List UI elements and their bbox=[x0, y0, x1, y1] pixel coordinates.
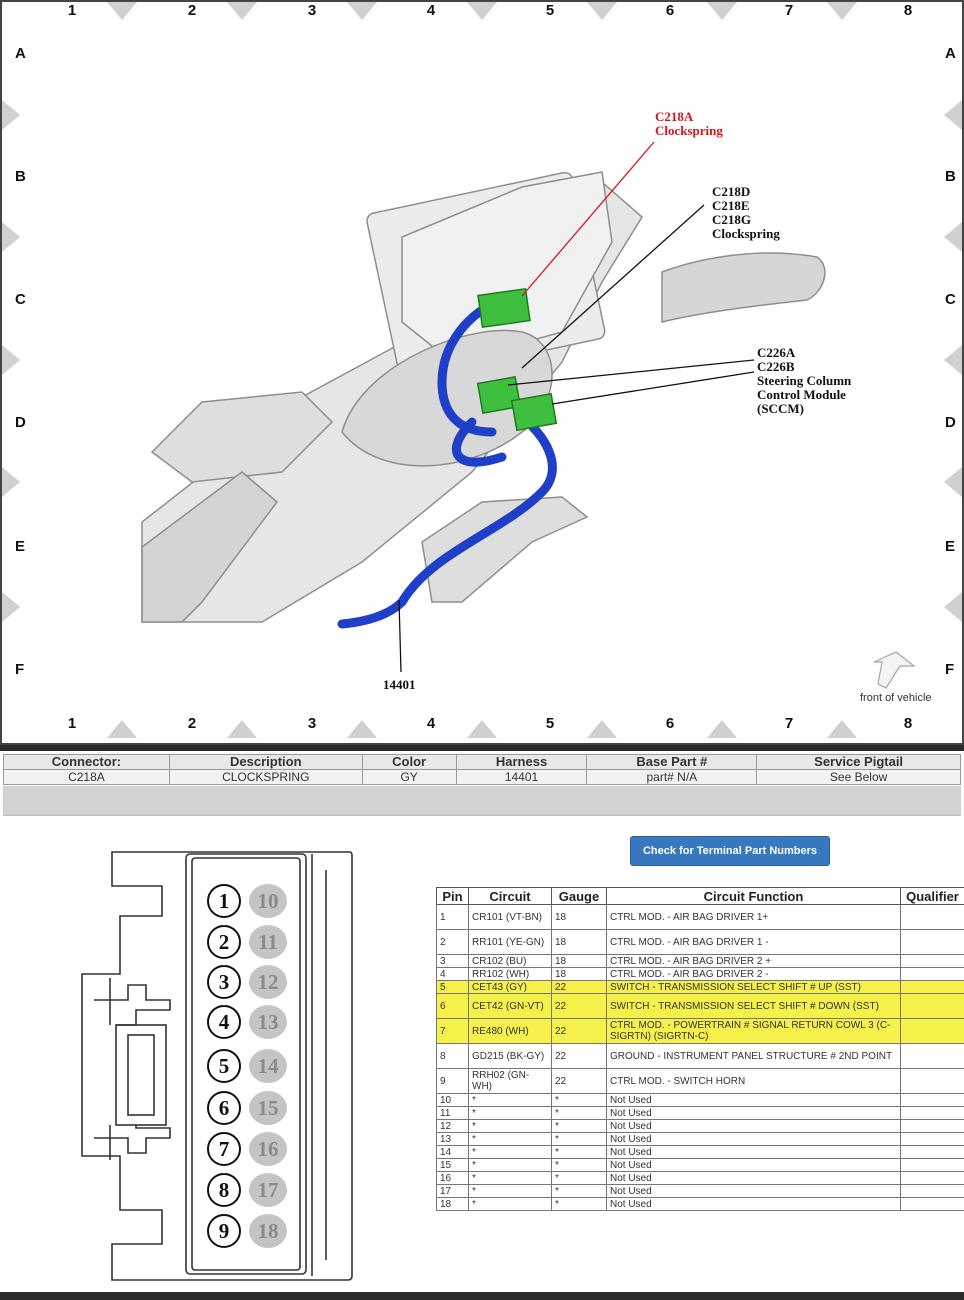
pin-number-cell: 14 bbox=[437, 1146, 469, 1159]
front-of-vehicle-label: front of vehicle bbox=[860, 692, 932, 704]
gauge-cell: * bbox=[552, 1185, 607, 1198]
qualifier-cell bbox=[901, 968, 964, 981]
pinout-row bbox=[437, 1069, 964, 1094]
pinout-row bbox=[437, 1159, 964, 1172]
pin-number-cell: 12 bbox=[437, 1120, 469, 1133]
service-pigtail-header: Service Pigtail bbox=[757, 755, 961, 770]
section-divider bbox=[0, 745, 964, 751]
circuit-cell: * bbox=[469, 1198, 552, 1211]
grid-col-bottom-3: 3 bbox=[307, 715, 317, 732]
circuit-cell: CR101 (VT-BN) bbox=[469, 905, 552, 930]
gauge-cell: 22 bbox=[552, 981, 607, 994]
grid-col-top-2: 2 bbox=[187, 2, 197, 19]
gauge-cell: * bbox=[552, 1159, 607, 1172]
grid-row-right-b: B bbox=[945, 168, 956, 185]
pin-number-cell: 3 bbox=[437, 955, 469, 968]
qualifier-cell bbox=[901, 1185, 964, 1198]
circuit-cell: CR102 (BU) bbox=[469, 955, 552, 968]
qualifier-header: Qualifier bbox=[901, 888, 964, 905]
info-band bbox=[3, 786, 961, 816]
grid-col-bottom-2: 2 bbox=[187, 715, 197, 732]
pin-circle: 7 bbox=[207, 1132, 241, 1166]
circuit-function-header: Circuit Function bbox=[607, 888, 901, 905]
circuit-cell: RRH02 (GN-WH) bbox=[469, 1069, 552, 1094]
pinout-row bbox=[437, 955, 964, 968]
pin-circle: 5 bbox=[207, 1049, 241, 1083]
pin-number-cell: 15 bbox=[437, 1159, 469, 1172]
connector-header: Connector: bbox=[4, 755, 170, 770]
pin-circle: 9 bbox=[207, 1214, 241, 1248]
circuit-function-cell: CTRL MOD. - AIR BAG DRIVER 2 + bbox=[607, 955, 901, 968]
description-value: CLOCKSPRING bbox=[169, 770, 362, 785]
qualifier-cell bbox=[901, 930, 964, 955]
pin-circle: 3 bbox=[207, 965, 241, 999]
grid-row-right-e: E bbox=[945, 538, 956, 555]
callout-c218a: C218A Clockspring bbox=[655, 109, 723, 138]
grid-col-top-5: 5 bbox=[545, 2, 555, 19]
gauge-cell: 22 bbox=[552, 1044, 607, 1069]
pin-circle-unused: 17 bbox=[249, 1173, 287, 1207]
qualifier-cell bbox=[901, 955, 964, 968]
qualifier-cell bbox=[901, 1044, 964, 1069]
pin-circle: 1 bbox=[207, 884, 241, 918]
color-value: GY bbox=[362, 770, 456, 785]
pinout-row bbox=[437, 1019, 964, 1044]
harness-value: 14401 bbox=[456, 770, 587, 785]
grid-col-top-1: 1 bbox=[67, 2, 77, 19]
grid-row-left-e: E bbox=[15, 538, 26, 555]
circuit-cell: * bbox=[469, 1120, 552, 1133]
circuit-cell: * bbox=[469, 1159, 552, 1172]
connector-info-value-row bbox=[4, 770, 961, 785]
pin-number-cell: 9 bbox=[437, 1069, 469, 1094]
service-pigtail-link[interactable]: See Below bbox=[757, 770, 961, 785]
grid-row-left-d: D bbox=[15, 414, 26, 431]
qualifier-cell bbox=[901, 1146, 964, 1159]
connector-info-table bbox=[3, 754, 961, 785]
grid-row-right-d: D bbox=[945, 414, 956, 431]
connector-value: C218A bbox=[4, 770, 170, 785]
circuit-function-cell: CTRL MOD. - SWITCH HORN bbox=[607, 1069, 901, 1094]
qualifier-cell bbox=[901, 1019, 964, 1044]
pinout-row bbox=[437, 981, 964, 994]
pin-number-cell: 13 bbox=[437, 1133, 469, 1146]
gauge-cell: 18 bbox=[552, 955, 607, 968]
qualifier-cell bbox=[901, 1120, 964, 1133]
pin-circle-unused: 12 bbox=[249, 965, 287, 999]
qualifier-cell bbox=[901, 981, 964, 994]
pin-circle-unused: 16 bbox=[249, 1132, 287, 1166]
circuit-cell: GD215 (BK-GY) bbox=[469, 1044, 552, 1069]
grid-col-bottom-7: 7 bbox=[784, 715, 794, 732]
circuit-function-cell: CTRL MOD. - AIR BAG DRIVER 1 - bbox=[607, 930, 901, 955]
pin-circle-unused: 15 bbox=[249, 1091, 287, 1125]
qualifier-cell bbox=[901, 1094, 964, 1107]
pinout-row bbox=[437, 994, 964, 1019]
grid-col-bottom-6: 6 bbox=[665, 715, 675, 732]
circuit-function-cell: Not Used bbox=[607, 1198, 901, 1211]
pinout-header-row bbox=[437, 888, 964, 905]
harness-header: Harness bbox=[456, 755, 587, 770]
gauge-cell: * bbox=[552, 1133, 607, 1146]
circuit-function-cell: Not Used bbox=[607, 1120, 901, 1133]
pin-circle: 8 bbox=[207, 1173, 241, 1207]
pin-number-cell: 7 bbox=[437, 1019, 469, 1044]
pinout-row bbox=[437, 1146, 964, 1159]
callout-c226-sccm: C226A C226B Steering Column Control Module (SCCM) bbox=[757, 345, 852, 416]
pin-circle-unused: 18 bbox=[249, 1214, 287, 1248]
qualifier-cell bbox=[901, 1107, 964, 1120]
pin-circle: 6 bbox=[207, 1091, 241, 1125]
bottom-bar bbox=[0, 1292, 964, 1300]
description-header: Description bbox=[169, 755, 362, 770]
grid-col-bottom-5: 5 bbox=[545, 715, 555, 732]
circuit-function-cell: SWITCH - TRANSMISSION SELECT SHIFT # UP (SST) bbox=[607, 981, 901, 994]
pinout-row bbox=[437, 905, 964, 930]
pinout-row bbox=[437, 1198, 964, 1211]
base-part-header: Base Part # bbox=[587, 755, 757, 770]
pinout-row bbox=[437, 1044, 964, 1069]
qualifier-cell bbox=[901, 1172, 964, 1185]
pin-number-cell: 17 bbox=[437, 1185, 469, 1198]
pin-number-cell: 6 bbox=[437, 994, 469, 1019]
pin-circle-unused: 11 bbox=[249, 925, 287, 959]
grid-row-right-a: A bbox=[945, 45, 956, 62]
pin-number-cell: 4 bbox=[437, 968, 469, 981]
front-of-vehicle-arrow-icon bbox=[874, 652, 914, 688]
gauge-cell: * bbox=[552, 1198, 607, 1211]
pinout-row bbox=[437, 930, 964, 955]
gauge-cell: * bbox=[552, 1146, 607, 1159]
pinout-row bbox=[437, 1172, 964, 1185]
pin-number-cell: 5 bbox=[437, 981, 469, 994]
qualifier-cell bbox=[901, 1159, 964, 1172]
qualifier-cell bbox=[901, 1198, 964, 1211]
gauge-cell: 18 bbox=[552, 968, 607, 981]
gauge-header: Gauge bbox=[552, 888, 607, 905]
pinout-row bbox=[437, 1133, 964, 1146]
qualifier-cell bbox=[901, 905, 964, 930]
gauge-cell: * bbox=[552, 1120, 607, 1133]
circuit-function-cell: CTRL MOD. - AIR BAG DRIVER 2 - bbox=[607, 968, 901, 981]
pin-number-cell: 16 bbox=[437, 1172, 469, 1185]
qualifier-cell bbox=[901, 1133, 964, 1146]
circuit-function-cell: GROUND - INSTRUMENT PANEL STRUCTURE # 2ND POINT bbox=[607, 1044, 901, 1069]
circuit-cell: RE480 (WH) bbox=[469, 1019, 552, 1044]
circuit-cell: * bbox=[469, 1172, 552, 1185]
circuit-function-cell: Not Used bbox=[607, 1172, 901, 1185]
base-part-value: part# N/A bbox=[587, 770, 757, 785]
circuit-cell: * bbox=[469, 1107, 552, 1120]
gauge-cell: 22 bbox=[552, 1069, 607, 1094]
circuit-cell: CET42 (GN-VT) bbox=[469, 994, 552, 1019]
gauge-cell: 22 bbox=[552, 1019, 607, 1044]
pinout-row bbox=[437, 1094, 964, 1107]
circuit-cell: CET43 (GY) bbox=[469, 981, 552, 994]
check-terminal-part-numbers-button[interactable]: Check for Terminal Part Numbers bbox=[630, 836, 830, 866]
grid-col-bottom-8: 8 bbox=[903, 715, 913, 732]
qualifier-cell bbox=[901, 1069, 964, 1094]
circuit-cell: RR102 (WH) bbox=[469, 968, 552, 981]
circuit-function-cell: CTRL MOD. - POWERTRAIN # SIGNAL RETURN COWL 3 (C-SIGRTN) (SIGRTN-C) bbox=[607, 1019, 901, 1044]
connector-info-header-row bbox=[4, 755, 961, 770]
circuit-function-cell: Not Used bbox=[607, 1107, 901, 1120]
gauge-cell: * bbox=[552, 1107, 607, 1120]
gauge-cell: 18 bbox=[552, 905, 607, 930]
grid-row-left-f: F bbox=[15, 661, 25, 678]
grid-col-top-6: 6 bbox=[665, 2, 675, 19]
grid-col-top-4: 4 bbox=[426, 2, 436, 19]
pin-number-cell: 18 bbox=[437, 1198, 469, 1211]
pin-circle: 2 bbox=[207, 925, 241, 959]
qualifier-cell bbox=[901, 994, 964, 1019]
circuit-function-cell: Not Used bbox=[607, 1133, 901, 1146]
color-header: Color bbox=[362, 755, 456, 770]
circuit-function-cell: Not Used bbox=[607, 1185, 901, 1198]
grid-col-top-3: 3 bbox=[307, 2, 317, 19]
grid-row-left-c: C bbox=[15, 291, 26, 308]
pin-circle-unused: 13 bbox=[249, 1005, 287, 1039]
circuit-cell: * bbox=[469, 1094, 552, 1107]
circuit-function-cell: Not Used bbox=[607, 1094, 901, 1107]
circuit-function-cell: Not Used bbox=[607, 1146, 901, 1159]
pin-header: Pin bbox=[437, 888, 469, 905]
grid-row-left-b: B bbox=[15, 168, 26, 185]
pinout-row bbox=[437, 1120, 964, 1133]
circuit-cell: * bbox=[469, 1133, 552, 1146]
circuit-cell: * bbox=[469, 1185, 552, 1198]
grid-row-left-a: A bbox=[15, 45, 26, 62]
gauge-cell: 22 bbox=[552, 994, 607, 1019]
pinout-row bbox=[437, 1107, 964, 1120]
circuit-cell: * bbox=[469, 1146, 552, 1159]
pin-number-cell: 2 bbox=[437, 930, 469, 955]
pinout-table bbox=[436, 887, 964, 1211]
grid-col-bottom-4: 4 bbox=[426, 715, 436, 732]
pin-circle-unused: 10 bbox=[249, 884, 287, 918]
grid-row-right-f: F bbox=[945, 661, 955, 678]
circuit-function-cell: Not Used bbox=[607, 1159, 901, 1172]
pin-number-cell: 8 bbox=[437, 1044, 469, 1069]
gauge-cell: * bbox=[552, 1094, 607, 1107]
pin-circle-unused: 14 bbox=[249, 1049, 287, 1083]
pin-number-cell: 10 bbox=[437, 1094, 469, 1107]
pin-number-cell: 11 bbox=[437, 1107, 469, 1120]
circuit-function-cell: SWITCH - TRANSMISSION SELECT SHIFT # DOWN (SST) bbox=[607, 994, 901, 1019]
grid-col-top-8: 8 bbox=[903, 2, 913, 19]
callout-c218d-e-g: C218D C218E C218G Clockspring bbox=[712, 184, 780, 241]
pin-circle: 4 bbox=[207, 1005, 241, 1039]
grid-col-bottom-1: 1 bbox=[67, 715, 77, 732]
callout-harness-14401: 14401 bbox=[383, 677, 416, 692]
pin-number-cell: 1 bbox=[437, 905, 469, 930]
circuit-header: Circuit bbox=[469, 888, 552, 905]
circuit-cell: RR101 (YE-GN) bbox=[469, 930, 552, 955]
grid-row-right-c: C bbox=[945, 291, 956, 308]
gauge-cell: 18 bbox=[552, 930, 607, 955]
grid-col-top-7: 7 bbox=[784, 2, 794, 19]
pinout-row bbox=[437, 968, 964, 981]
circuit-function-cell: CTRL MOD. - AIR BAG DRIVER 1+ bbox=[607, 905, 901, 930]
pinout-row bbox=[437, 1185, 964, 1198]
gauge-cell: * bbox=[552, 1172, 607, 1185]
